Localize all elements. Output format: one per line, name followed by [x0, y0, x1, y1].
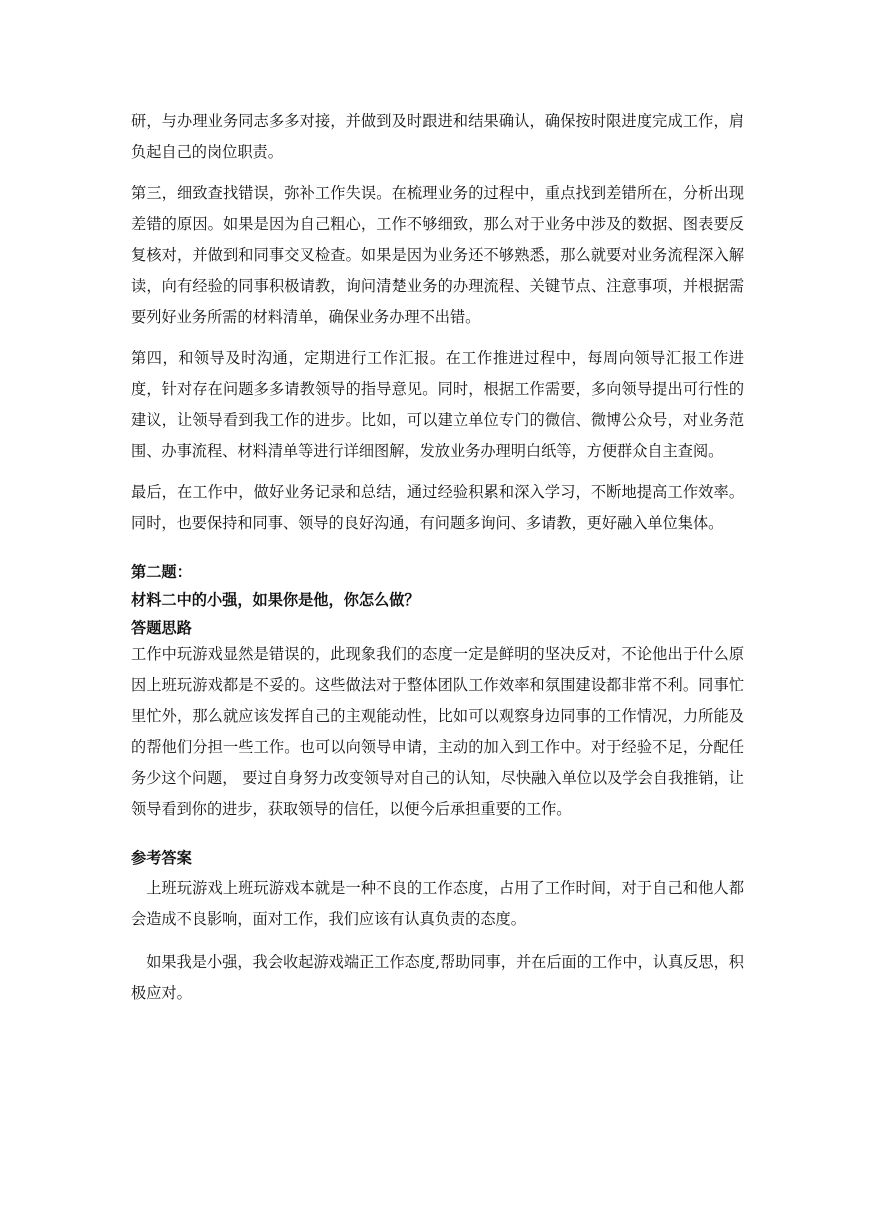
- paragraph-finally: 最后，在工作中，做好业务记录和总结，通过经验积累和深入学习，不断地提高工作效率。同时，也要保持和同事、领导的良好沟通，有问题多询问、多请教，更好融入单位集体。: [131, 483, 744, 532]
- approach-heading: 答题思路: [131, 619, 192, 637]
- document-page: [131, 106, 744, 1009]
- answer-heading: 参考答案: [131, 849, 192, 867]
- paragraph-continued: 研，与办理业务同志多多对接，并做到及时跟进和结果确认，确保按时限进度完成工作，肩负起自己的岗位职责。: [131, 112, 744, 161]
- paragraph-third-point: 第三，细致查找错误，弥补工作失误。在梳理业务的过程中，重点找到差错所在，分析出现差错的原因。如果是因为自己粗心，工作不够细致，那么对于业务中涉及的数据、图表要反复核对，并做到和同事交叉检查。如果是因为业务还不够熟悉，那么就要对业务流程深入解读，向有经验的同事积极请教，询问清楚业务的办理流程、关键节点、注意事项，并根据需要列好业务所需的材料清单，确保业务办理不出错。: [131, 184, 744, 326]
- question-heading: 第二题：: [131, 563, 192, 581]
- approach-text: 工作中玩游戏显然是错误的，此现象我们的态度一定是鲜明的坚决反对，不论他出于什么原因上班玩游戏都是不妥的。这些做法对于整体团队工作效率和氛围建设都非常不利。同事忙里忙外，那么就应该发挥自己的主观能动性，比如可以观察身边同事的工作情况，力所能及的帮他们分担一些工作。也可以向领导申请，主动的加入到工作中。对于经验不足，分配任务少这个问题， 要过自身努力改变领导对自己的认知，尽快融入单位以及学会自我推销，让领导看到你的进步，获取领导的信任，以便今后承担重要的工作。: [131, 645, 744, 818]
- question-text: 材料二中的小强，如果你是他，你怎么做？: [131, 591, 420, 609]
- paragraph-fourth-point: 第四，和领导及时沟通，定期进行工作汇报。在工作推进过程中，每周向领导汇报工作进度，针对存在问题多多请教领导的指导意见。同时，根据工作需要，多向领导提出可行性的建议，让领导看到我工作的进步。比如，可以建立单位专门的微信、微博公众号，对业务范围、办事流程、材料清单等进行详细图解，发放业务办理明白纸等，方便群众自主查阅。: [131, 349, 744, 460]
- answer-paragraph-2: 如果我是小强，我会收起游戏端正工作态度,帮助同事，并在后面的工作中，认真反思，积极应对。: [131, 953, 744, 1002]
- answer-paragraph-1: 上班玩游戏上班玩游戏本就是一种不良的工作态度，占用了工作时间，对于自己和他人都会造成不良影响，面对工作，我们应该有认真负责的态度。: [131, 879, 744, 928]
